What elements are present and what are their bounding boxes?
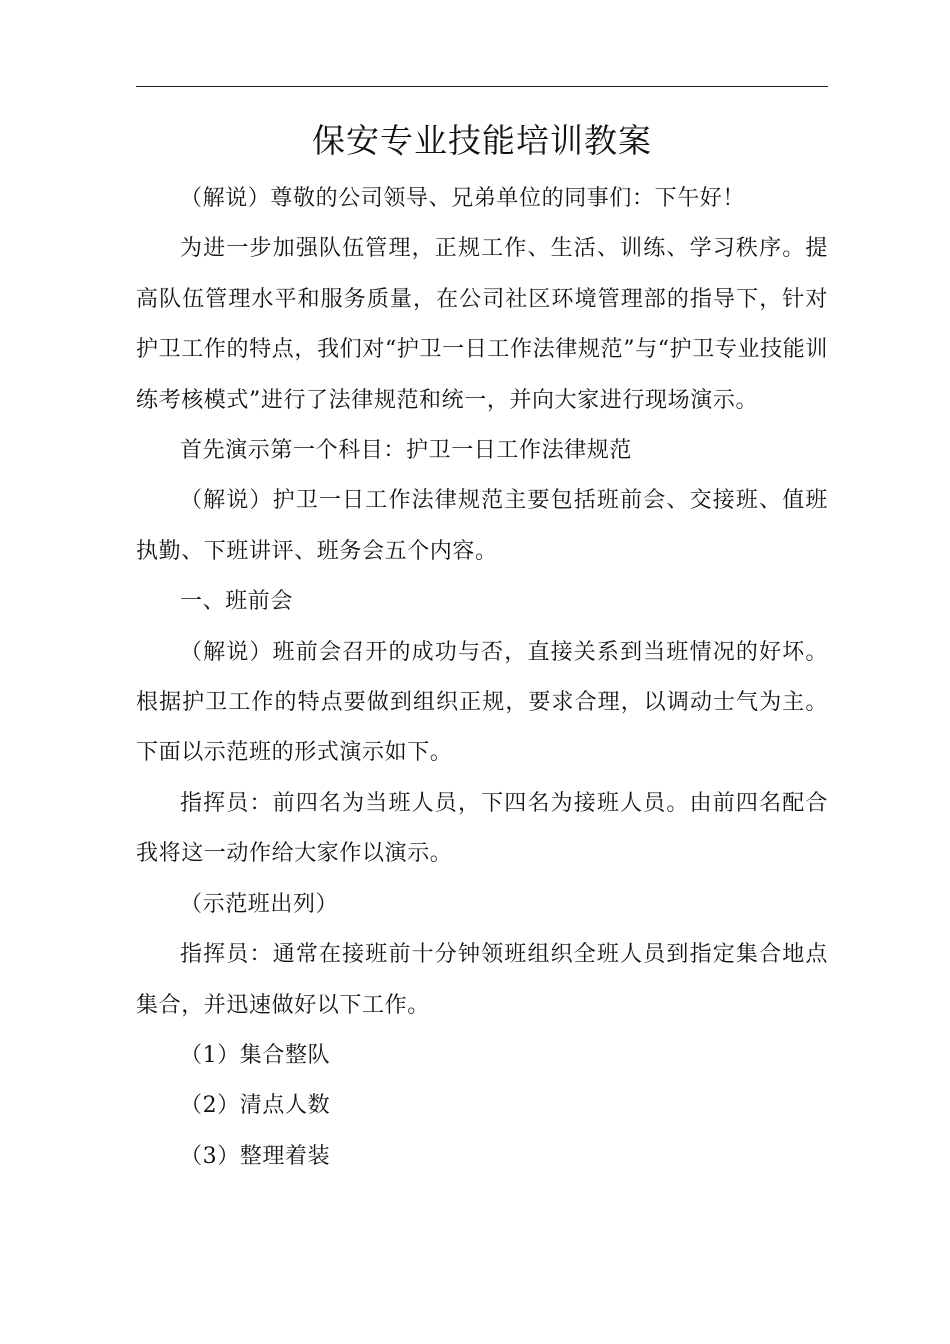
paragraph-commander-assignment: 指挥员：前四名为当班人员，下四名为接班人员。由前四名配合我将这一动作给大家作以演示。: [136, 790, 828, 867]
list-item-uniform: （3）整理着装: [180, 1143, 331, 1169]
section-heading-pre-shift-meeting: 一、班前会: [180, 589, 294, 615]
paragraph-first-subject: 首先演示第一个科目：护卫一日工作法律规范: [180, 438, 633, 464]
header-rule: [136, 86, 828, 87]
list-item-headcount: （2）清点人数: [180, 1093, 331, 1119]
list-item-assemble: （1）集合整队: [180, 1042, 331, 1068]
paragraph-commander-gathering: 指挥员：通常在接班前十分钟领班组织全班人员到指定集合地点集合，并迅速做好以下工作。: [136, 942, 828, 1018]
document-title: 保安专业技能培训教案: [312, 121, 652, 160]
paragraph-intro: 为进一步加强队伍管理，正规工作、生活、训练、学习秩序。提高队伍管理水平和服务质量，在公司社区环境管理部的指导下，针对护卫工作的特点，我们对“护卫一日工作法律规范”与“护卫专业技能训练考核模式”进行了法律规范和统一，并向大家进行现场演示。: [136, 236, 828, 413]
document-body: [136, 174, 828, 1182]
paragraph-norms-overview: （解说）护卫一日工作法律规范主要包括班前会、交接班、值班执勤、下班讲评、班务会五个内容。: [136, 488, 828, 564]
paragraph-greeting: （解说）尊敬的公司领导、兄弟单位的同事们：下午好！: [180, 186, 746, 211]
paragraph-pre-shift-explanation: （解说）班前会召开的成功与否，直接关系到当班情况的好坏。根据护卫工作的特点要做到组织正规，要求合理，以调动士气为主。下面以示范班的形式演示如下。: [136, 639, 828, 766]
paragraph-demo-squad: （示范班出列）: [180, 891, 339, 917]
